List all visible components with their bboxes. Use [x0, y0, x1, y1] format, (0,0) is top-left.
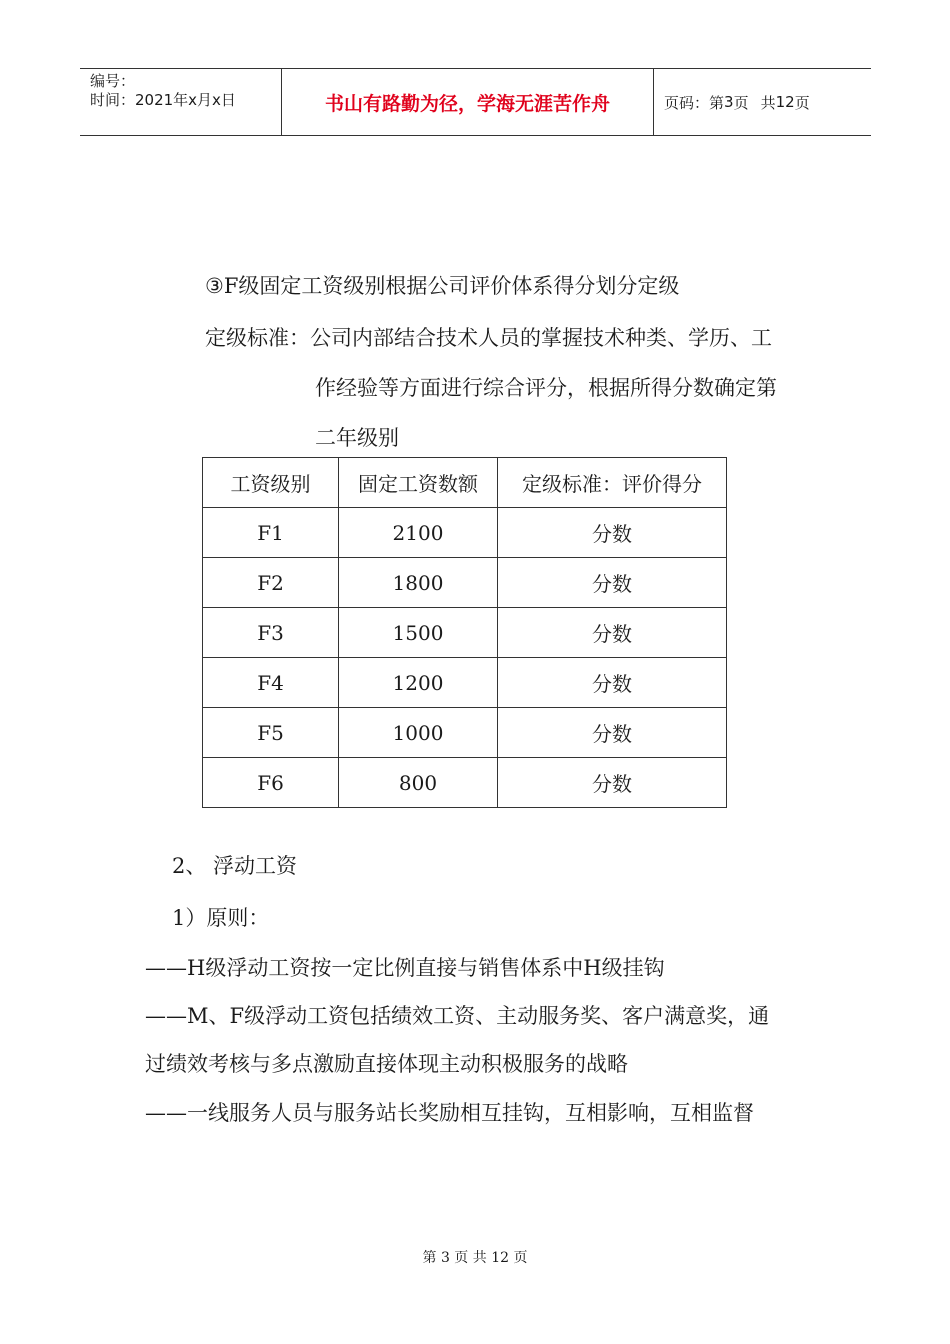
cell-amount: 2100 [339, 508, 498, 558]
section-heading: ③F级固定工资级别根据公司评价体系得分划分定级 [205, 274, 680, 298]
cell-grade: F2 [203, 558, 339, 608]
header-page-info [654, 69, 871, 135]
table-row [203, 758, 727, 808]
total-prefix: 共 [760, 93, 776, 112]
cell-score: 分数 [498, 708, 727, 758]
page-unit: 页 [733, 93, 749, 112]
rule-3: ——一线服务人员与服务站长奖励相互挂钩，互相影响，互相监督 [145, 1101, 754, 1125]
criteria-line-2: 作经验等方面进行综合评分，根据所得分数确定第 [315, 376, 777, 400]
cell-grade: F1 [203, 508, 339, 558]
rule-2-line-1: ——M、F级浮动工资包括绩效工资、主动服务奖、客户满意奖，通 [145, 1004, 770, 1028]
table-row [203, 558, 727, 608]
cell-grade: F4 [203, 658, 339, 708]
cell-grade: F5 [203, 708, 339, 758]
rule-2-line-2: 过绩效考核与多点激励直接体现主动积极服务的战略 [145, 1052, 628, 1076]
cell-score: 分数 [498, 758, 727, 808]
page-prefix: 页码：第 [664, 93, 725, 112]
column-header-criteria: 定级标准：评价得分 [498, 458, 727, 508]
column-header-amount: 固定工资数额 [339, 458, 498, 508]
cell-amount: 1000 [339, 708, 498, 758]
cell-score: 分数 [498, 608, 727, 658]
rule-1: ——H级浮动工资按一定比例直接与销售体系中H级挂钩 [145, 956, 665, 980]
cell-amount: 1500 [339, 608, 498, 658]
cell-grade: F6 [203, 758, 339, 808]
header-motto: 书山有路勤为径，学海无涯苦作舟 [282, 69, 654, 135]
header-meta [80, 69, 282, 135]
salary-grade-table [202, 457, 727, 808]
cell-score: 分数 [498, 558, 727, 608]
table-row [203, 608, 727, 658]
page-number: 3 [724, 93, 734, 111]
cell-score: 分数 [498, 508, 727, 558]
cell-grade: F3 [203, 608, 339, 658]
cell-amount: 1800 [339, 558, 498, 608]
section-floating-salary: 2、 浮动工资 [172, 854, 298, 878]
cell-amount: 800 [339, 758, 498, 808]
column-header-grade: 工资级别 [203, 458, 339, 508]
table-header-row [203, 458, 727, 508]
page-header [80, 68, 871, 136]
criteria-line-3: 二年级别 [315, 426, 399, 450]
total-unit: 页 [794, 93, 810, 112]
cell-amount: 1200 [339, 658, 498, 708]
table-row [203, 658, 727, 708]
document-time: 时间：2021年x月x日 [90, 91, 236, 109]
principle-label: 1）原则： [172, 906, 270, 930]
total-pages: 12 [775, 93, 795, 111]
criteria-line-1: 定级标准：公司内部结合技术人员的掌握技术种类、学历、工 [205, 326, 772, 350]
cell-score: 分数 [498, 658, 727, 708]
table-row [203, 508, 727, 558]
table-row [203, 708, 727, 758]
page-footer: 第 3 页 共 12 页 [422, 1250, 528, 1266]
document-number-label: 编号： [90, 72, 136, 90]
